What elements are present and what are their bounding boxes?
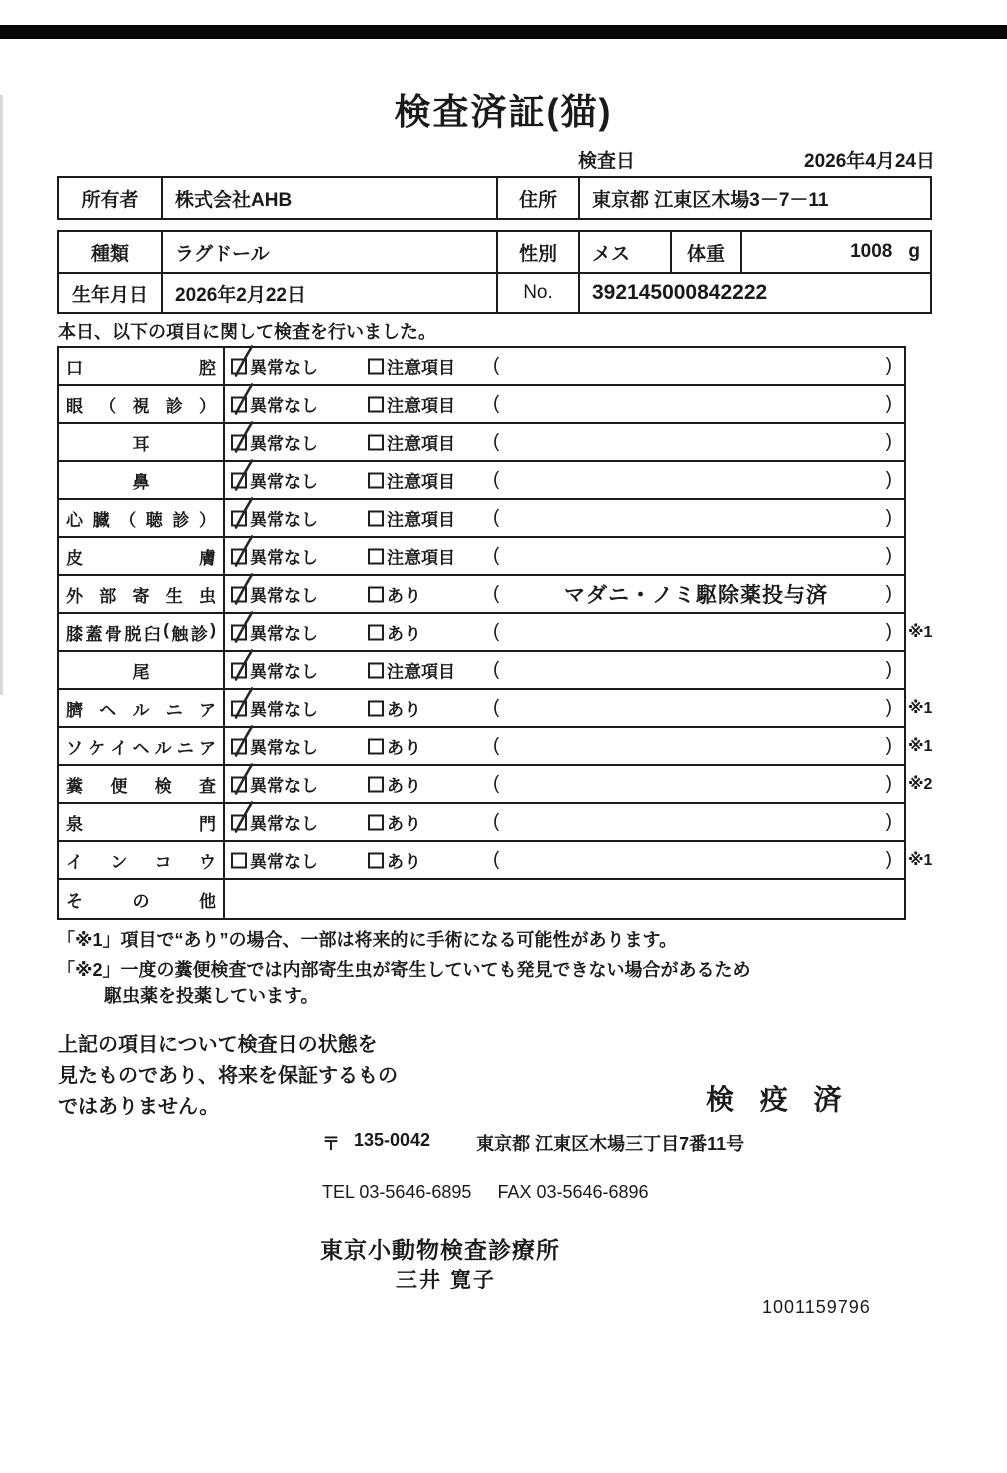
paren-open: ( (493, 469, 500, 490)
inspection-date-label: 検査日 (578, 151, 636, 172)
exam-row (59, 728, 933, 766)
paren-close: ) (885, 849, 892, 870)
birth-label: 生年月日 (59, 274, 163, 312)
checkbox-flag (368, 776, 384, 792)
result-ok-option (231, 810, 318, 835)
exam-item-label: 尾 (59, 652, 225, 688)
paren-open: ( (493, 431, 500, 452)
result-flag-option (368, 734, 421, 759)
exam-row (59, 614, 933, 652)
no-label: No. (498, 274, 580, 312)
exam-item-label: ソ ケ イ ヘ ル ニ ア (59, 728, 225, 764)
owner-value: 株式会社AHB (163, 178, 498, 218)
page-title: 検査済証(猫) (394, 91, 613, 132)
footnote-ref-mark: ※1 (908, 738, 933, 755)
paren-close: ) (885, 583, 892, 604)
check-mark-icon (231, 459, 255, 493)
exam-item-label: そ の 他 (59, 880, 225, 918)
result-flag-option (368, 468, 455, 493)
sex-label: 性別 (498, 232, 580, 272)
pet-table (57, 230, 932, 314)
exam-row (59, 576, 904, 614)
result-flag-option (368, 506, 455, 531)
exam-row (59, 842, 933, 880)
check-mark-icon (231, 497, 255, 531)
exam-row (59, 424, 904, 462)
address-value: 東京都 江東区木場3－7－11 (592, 189, 829, 211)
result-flag-option (368, 810, 421, 835)
result-note: マダニ・ノミ駆除薬投与済 (564, 584, 828, 607)
paren-open: ( (493, 849, 500, 870)
exam-row (59, 880, 904, 918)
exam-row (59, 348, 904, 386)
checkbox-flag (368, 662, 384, 678)
disclaimer-line2: 見たものであり、将来を保証するもの (58, 1065, 398, 1087)
result-ok-option (231, 848, 318, 873)
note-ref2: 「※2」一度の糞便検査では内部寄生虫が寄生していても発見できない場合があるため (57, 960, 751, 980)
checkbox-flag-label: 注意項目 (387, 358, 455, 378)
check-mark-icon (231, 345, 255, 379)
checkbox-flag (368, 852, 384, 868)
result-flag-option (368, 772, 421, 797)
checkbox-flag-label: あり (387, 852, 421, 872)
footnote-ref-mark: ※1 (908, 852, 933, 869)
exam-item-label: 泉 門 (59, 804, 225, 840)
check-mark-icon (231, 611, 255, 645)
exam-row (59, 462, 904, 500)
footnote-ref-mark: ※1 (908, 700, 933, 717)
result-flag-option (368, 696, 421, 721)
check-mark-icon (231, 687, 255, 721)
checkbox-ok-label: 異常なし (250, 776, 318, 796)
result-ok-option (231, 506, 318, 531)
paren-close: ) (885, 507, 892, 528)
exam-item-label: 心 臓 （ 聴 診 ） (59, 500, 225, 536)
checkbox-flag-label: あり (387, 624, 421, 644)
footnote-ref-mark: ※2 (908, 776, 933, 793)
exam-item-result (225, 386, 904, 422)
paren-open: ( (493, 659, 500, 680)
checkbox-flag-label: 注意項目 (387, 472, 455, 492)
examiner-name: 三井 寛子 (396, 1269, 496, 1292)
checkbox-flag-label: 注意項目 (387, 510, 455, 530)
check-mark-icon (231, 763, 255, 797)
paren-open: ( (493, 355, 500, 376)
checkbox-flag-label: あり (387, 586, 421, 606)
check-mark-icon (231, 535, 255, 569)
exam-row (59, 500, 904, 538)
disclaimer-line3: ではありません。 (58, 1096, 220, 1118)
checkbox-flag (368, 700, 384, 716)
checkbox-ok-label: 異常なし (250, 852, 318, 872)
checkbox-flag-label: 注意項目 (387, 396, 455, 416)
result-ok-option (231, 582, 318, 607)
result-ok-option (231, 658, 318, 683)
exam-item-result (225, 462, 904, 498)
breed-label: 種類 (59, 232, 163, 272)
check-mark-icon (231, 421, 255, 455)
checkbox-ok (231, 434, 247, 450)
exam-item-result (225, 576, 904, 612)
paren-open: ( (493, 811, 500, 832)
checkbox-flag (368, 624, 384, 640)
checkbox-flag (368, 510, 384, 526)
exam-item-result (225, 766, 904, 802)
checkbox-flag (368, 396, 384, 412)
checkbox-ok-label: 異常なし (250, 700, 318, 720)
checkbox-flag-label: 注意項目 (387, 434, 455, 454)
result-ok-option (231, 734, 318, 759)
checkbox-flag (368, 472, 384, 488)
result-flag-option (368, 620, 421, 645)
checkbox-flag (368, 738, 384, 754)
checkbox-ok (231, 662, 247, 678)
exam-item-result (225, 348, 904, 384)
quarantine-stamp: 検 疫 済 (706, 1084, 851, 1115)
check-mark-icon (231, 801, 255, 835)
paren-open: ( (493, 697, 500, 718)
paren-close: ) (885, 469, 892, 490)
checkbox-ok (231, 852, 247, 868)
exam-item-result (225, 538, 904, 574)
checkbox-ok (231, 586, 247, 602)
exam-row (59, 804, 904, 842)
clinic-telfax-line (322, 1182, 649, 1203)
exam-item-label: 耳 (59, 424, 225, 460)
checkbox-ok-label: 異常なし (250, 396, 318, 416)
checkbox-flag-label: 注意項目 (387, 548, 455, 568)
clinic-postal-line (322, 1130, 744, 1156)
exam-item-result (225, 690, 904, 726)
inspection-date-row (57, 146, 935, 170)
checkbox-ok (231, 472, 247, 488)
exam-row (59, 652, 904, 690)
checkbox-flag (368, 814, 384, 830)
paren-close: ) (885, 621, 892, 642)
scan-artifact-bar (0, 25, 1007, 39)
paren-close: ) (885, 659, 892, 680)
checkbox-ok (231, 548, 247, 564)
checkbox-ok (231, 738, 247, 754)
check-mark-icon (231, 649, 255, 683)
paren-open: ( (493, 621, 500, 642)
disclaimer-line1: 上記の項目について検査日の状態を (58, 1034, 378, 1056)
serial-number: 1001159796 (762, 1297, 871, 1317)
result-flag-option (368, 430, 455, 455)
exam-item-label: イ ン コ ウ (59, 842, 225, 878)
exam-item-label: 口 腔 (59, 348, 225, 384)
exam-item-result (225, 804, 904, 840)
checkbox-flag-label: あり (387, 738, 421, 758)
checkbox-ok (231, 624, 247, 640)
exam-item-label: 外 部 寄 生 虫 (59, 576, 225, 612)
paren-open: ( (493, 393, 500, 414)
paren-close: ) (885, 393, 892, 414)
paren-open: ( (493, 773, 500, 794)
exam-row (59, 690, 933, 728)
paren-open: ( (493, 545, 500, 566)
exam-item-result (225, 614, 904, 650)
checkbox-flag-label: 注意項目 (387, 662, 455, 682)
result-ok-option (231, 772, 318, 797)
paren-close: ) (885, 431, 892, 452)
breed-row (59, 232, 930, 272)
note-ref1: 「※1」項目で“あり”の場合、一部は将来的に手術になる可能性があります。 (57, 930, 678, 950)
birth-row (59, 272, 930, 312)
result-flag-option (368, 848, 421, 873)
checkbox-ok (231, 358, 247, 374)
clinic-tel: TEL 03-5646-6895 (322, 1182, 472, 1202)
clinic-fax: FAX 03-5646-6896 (497, 1182, 649, 1202)
exam-item-label: 膝 蓋 骨 脱 臼 ( 触 診 ) (59, 614, 225, 650)
checkbox-ok-label: 異常なし (250, 510, 318, 530)
result-ok-option (231, 354, 318, 379)
paren-close: ) (885, 545, 892, 566)
result-flag-option (368, 392, 455, 417)
checkbox-ok (231, 814, 247, 830)
weight-cell (742, 232, 930, 272)
paren-close: ) (885, 355, 892, 376)
checkbox-ok-label: 異常なし (250, 434, 318, 454)
exam-item-result (225, 652, 904, 688)
checkbox-flag-label: あり (387, 700, 421, 720)
paren-open: ( (493, 507, 500, 528)
owner-table (57, 176, 932, 220)
exam-item-result (225, 728, 904, 764)
result-flag-option (368, 658, 455, 683)
paren-close: ) (885, 773, 892, 794)
result-ok-option (231, 392, 318, 417)
postal-code: 135-0042 (354, 1130, 431, 1150)
check-mark-icon (231, 573, 255, 607)
result-ok-option (231, 468, 318, 493)
result-ok-option (231, 430, 318, 455)
exam-row (59, 766, 933, 804)
checkbox-ok-label: 異常なし (250, 624, 318, 644)
exam-item-result (225, 880, 904, 918)
checkbox-ok-label: 異常なし (250, 738, 318, 758)
footnote-ref-mark: ※1 (908, 624, 933, 641)
weight-label: 体重 (672, 232, 742, 272)
result-flag-option (368, 354, 455, 379)
exam-item-result (225, 842, 904, 878)
clinic-address: 東京都 江東区木場三丁目7番11号 (476, 1134, 745, 1154)
result-ok-option (231, 544, 318, 569)
no-value: 392145000842222 (592, 281, 768, 304)
exam-item-label: 糞 便 検 査 (59, 766, 225, 802)
birth-value: 2026年2月22日 (163, 274, 498, 312)
weight-value: 1008 (850, 241, 893, 262)
paren-close: ) (885, 811, 892, 832)
exam-item-result (225, 424, 904, 460)
check-mark-icon (231, 383, 255, 417)
checkbox-flag (368, 586, 384, 602)
checkbox-ok-label: 異常なし (250, 662, 318, 682)
check-mark-icon (231, 725, 255, 759)
disclaimer-text (58, 1030, 398, 1123)
paren-open: ( (493, 735, 500, 756)
exam-item-label: 皮 膚 (59, 538, 225, 574)
exam-row (59, 386, 904, 424)
clinic-name: 東京小動物検査診療所 (320, 1237, 560, 1263)
result-flag-option (368, 582, 421, 607)
exam-item-label: 鼻 (59, 462, 225, 498)
address-label: 住所 (498, 178, 580, 218)
exam-row (59, 538, 904, 576)
result-ok-option (231, 696, 318, 721)
checkbox-ok-label: 異常なし (250, 814, 318, 834)
checkbox-flag (368, 548, 384, 564)
scan-edge-artifact (0, 95, 3, 695)
inspection-date-value: 2026年4月24日 (804, 151, 935, 172)
checkbox-flag (368, 358, 384, 374)
exam-item-result (225, 500, 904, 536)
postal-mark: 〒 (322, 1134, 340, 1154)
checkbox-ok (231, 700, 247, 716)
checkbox-ok (231, 510, 247, 526)
result-ok-option (231, 620, 318, 645)
owner-label: 所有者 (59, 178, 163, 218)
checkbox-ok (231, 396, 247, 412)
exam-item-label: 眼 （ 視 診 ） (59, 386, 225, 422)
checkbox-flag (368, 434, 384, 450)
checkbox-flag-label: あり (387, 776, 421, 796)
exam-checklist-table (57, 346, 933, 920)
sex-value: メス (580, 232, 672, 272)
note-ref2-cont: 駆虫薬を投薬しています。 (104, 986, 319, 1006)
checkbox-ok-label: 異常なし (250, 472, 318, 492)
intro-text: 本日、以下の項目に関して検査を行いました。 (58, 322, 436, 342)
checkbox-ok-label: 異常なし (250, 586, 318, 606)
checkbox-flag-label: あり (387, 814, 421, 834)
exam-item-label: 臍 ヘ ル ニ ア (59, 690, 225, 726)
checkbox-ok-label: 異常なし (250, 358, 318, 378)
checkbox-ok (231, 776, 247, 792)
checkbox-ok-label: 異常なし (250, 548, 318, 568)
weight-unit: g (908, 241, 920, 262)
result-flag-option (368, 544, 455, 569)
paren-close: ) (885, 735, 892, 756)
paren-close: ) (885, 697, 892, 718)
breed-value: ラグドール (163, 232, 498, 272)
owner-row (59, 178, 930, 218)
paren-open: ( (493, 583, 500, 604)
